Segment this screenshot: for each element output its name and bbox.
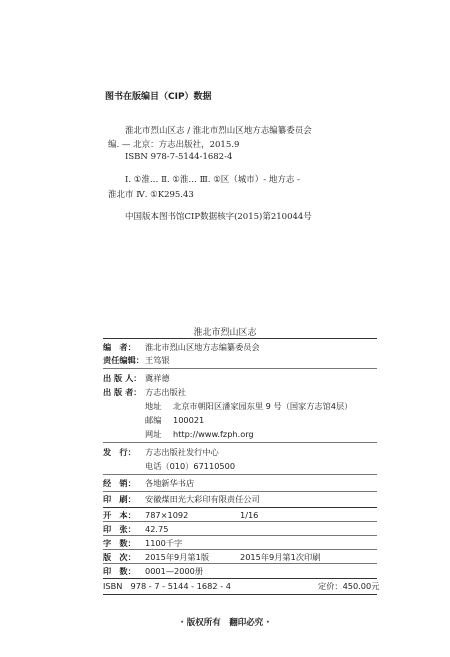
phone-row: [145, 461, 235, 472]
divider: [103, 368, 377, 369]
divider: [103, 521, 377, 522]
cip-line: 淮北市 Ⅳ. ①K295.43: [108, 190, 194, 200]
cip-heading: 图书在版编目（CIP）数据: [105, 92, 212, 102]
edition-row: [103, 552, 320, 563]
distributor-row: [103, 447, 219, 458]
editor-row: [103, 342, 260, 353]
publisher-person-row: [103, 373, 170, 384]
cip-line: ISBN 978-7-5144-1682-4: [125, 152, 233, 162]
publisher-value: 方志出版社: [145, 387, 186, 397]
postcode-row: [145, 415, 204, 426]
editor-value: 淮北市烈山区地方志编纂委员会: [145, 342, 260, 352]
divider: [103, 338, 377, 339]
cip-line: 中国版本图书馆CIP数据核字(2015)第210044号: [125, 212, 312, 222]
publisher-person-value: 冀祥德: [145, 373, 170, 383]
divider: [103, 535, 377, 536]
seller-label: 经 销：: [103, 478, 136, 488]
printing-value: 2015年9月第1次印刷: [240, 552, 321, 562]
sheets-label: 印 张：: [103, 524, 136, 534]
edition-value: 2015年9月第1版: [145, 552, 210, 562]
responsible-editor-value: 王笃银: [145, 355, 170, 365]
printer-label: 印 刷：: [103, 494, 136, 504]
format-row: [103, 510, 258, 521]
isbn-row: [103, 581, 231, 592]
website-value: http://www.fzph.org: [173, 429, 254, 439]
words-row: [103, 538, 182, 549]
format-fold: 1/16: [240, 510, 259, 520]
address-row: [145, 401, 352, 412]
website-row: [145, 429, 254, 440]
seller-row: [103, 478, 194, 489]
cip-line: 编. — 北京：方志出版社，2015.9: [108, 140, 240, 150]
divider: [103, 491, 377, 492]
address-label: 地址: [145, 401, 162, 411]
divider: [103, 594, 377, 595]
publisher-person-label: 出 版 人：: [103, 373, 142, 383]
copies-label: 印 数：: [103, 566, 136, 576]
cip-line: Ⅰ. ①淮… Ⅱ. ①淮… Ⅲ. ①区（城市）- 地方志 -: [125, 175, 300, 185]
publisher-label: 出 版 者：: [103, 387, 142, 397]
responsible-editor-row: [103, 355, 170, 366]
responsible-editor-label: 责任编辑：: [103, 355, 144, 365]
sheets-value: 42.75: [145, 524, 169, 534]
address-value: 北京市朝阳区潘家园东里 9 号（国家方志馆4层）: [173, 401, 353, 411]
book-title: 淮北市烈山区志: [193, 328, 257, 338]
isbn-value: ISBN 978 - 7 - 5144 - 1682 - 4: [103, 581, 231, 591]
seller-value: 各地新华书店: [145, 478, 195, 488]
divider: [103, 563, 377, 564]
divider: [103, 507, 377, 508]
divider: [103, 578, 377, 579]
price: 定价：450.00元: [318, 581, 380, 591]
publisher-row: [103, 387, 186, 398]
copyright-notice: · 版权所有 翻印必究 ·: [180, 618, 270, 628]
printer-value: 安徽煤田光大彩印有限责任公司: [145, 494, 260, 504]
edition-label: 版 次：: [103, 552, 136, 562]
words-label: 字 数：: [103, 538, 136, 548]
format-value: 787×1092: [145, 510, 189, 520]
postcode-label: 邮编: [145, 415, 162, 425]
distributor-value: 方志出版社发行中心: [145, 447, 219, 457]
phone-value: 电话（010）67110500: [145, 461, 236, 471]
format-label: 开 本：: [103, 510, 136, 520]
website-label: 网址: [145, 429, 162, 439]
words-value: 1100千字: [145, 538, 183, 548]
cip-line: 淮北市烈山区志 / 淮北市烈山区地方志编纂委员会: [125, 126, 312, 136]
sheets-row: [103, 524, 168, 535]
distributor-label: 发 行：: [103, 447, 136, 457]
copies-row: [103, 566, 203, 577]
divider: [103, 474, 377, 475]
divider: [103, 442, 377, 443]
postcode-value: 100021: [173, 415, 205, 425]
editor-label: 编 者：: [103, 342, 136, 352]
copies-value: 0001—2000册: [145, 566, 204, 576]
divider: [103, 549, 377, 550]
printer-row: [103, 494, 260, 505]
